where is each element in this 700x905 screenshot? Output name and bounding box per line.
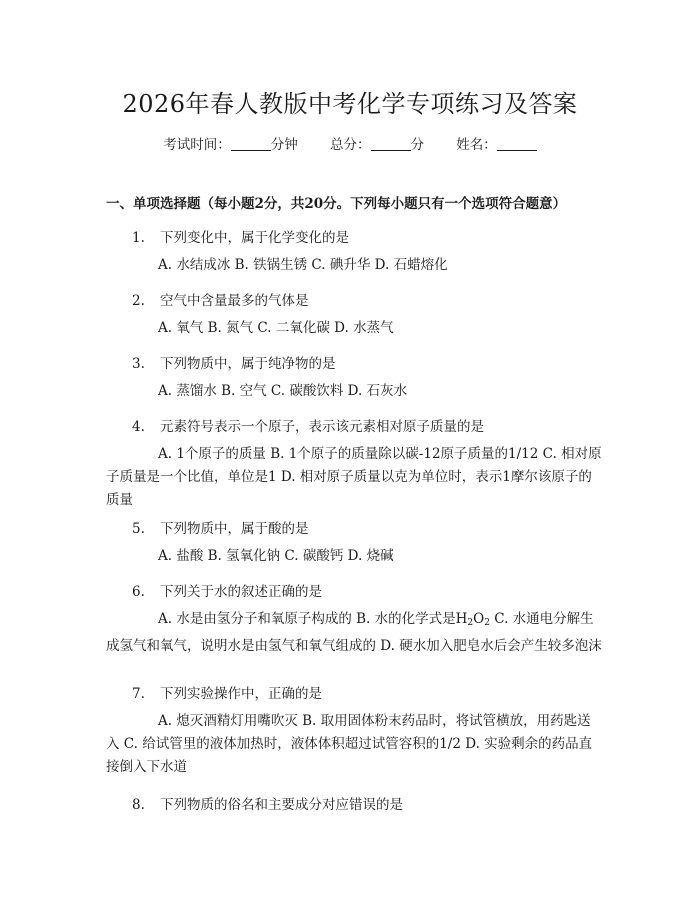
exam-info	[0, 133, 700, 153]
question-5-options: A. 盐酸 B. 氢氧化钠 C. 碳酸钙 D. 烧碱	[158, 548, 394, 564]
page-title: 2026年春人教版中考化学专项练习及答案	[122, 90, 578, 118]
question-6-options: A. 水是由氢分子和氧原子构成的 B. 水的化学式是$H_2O_2$ C. 水通电分解生成氢气和氧气，说明水是由氢气和氧气组成的 D. 硬水加入肥皂水后会产生较多泡沫	[106, 611, 602, 654]
name-blank[interactable]	[497, 136, 537, 151]
question-1-options: A. 水结成冰 B. 铁锅生锈 C. 碘升华 D. 石蜡熔化	[158, 257, 448, 273]
question-5-stem: 5. 下列物质中，属于酸的是	[132, 521, 309, 537]
name-field: 姓名：	[456, 137, 537, 153]
question-3-stem: 3. 下列物质中，属于纯净物的是	[132, 356, 336, 372]
question-4-stem: 4. 元素符号表示一个原子，表示该元素相对原子质量的是	[132, 419, 484, 435]
question-7-options: A. 熄灭酒精灯用嘴吹灭 B. 取用固体粉末药品时，将试管横放，用药匙送入 C. 给试管里的液体加热时，液体体积超过试管容积的1/2 D. 实验剩余的药品直接倒入下水道	[106, 713, 593, 775]
question-8-stem: 8. 下列物质的俗名和主要成分对应错误的是	[132, 797, 403, 813]
score-blank[interactable]	[371, 136, 411, 151]
question-2-options: A. 氧气 B. 氮气 C. 二氧化碳 D. 水蒸气	[158, 320, 394, 336]
question-6-stem: 6. 下列关于水的叙述正确的是	[132, 584, 322, 600]
question-7-stem: 7. 下列实验操作中，正确的是	[132, 686, 322, 702]
question-2-stem: 2. 空气中含量最多的气体是	[132, 293, 309, 309]
total-score-field: 总分： 分	[330, 137, 424, 153]
exam-time-field: 考试时间： 分钟	[163, 137, 298, 153]
section-heading: 一、单项选择题（每小题2分，共20分。下列每小题只有一个选项符合题意）	[106, 196, 567, 212]
question-1-stem: 1. 下列变化中，属于化学变化的是	[132, 230, 349, 246]
time-blank[interactable]	[231, 136, 271, 151]
question-3-options: A. 蒸馏水 B. 空气 C. 碳酸饮料 D. 石灰水	[158, 383, 408, 399]
question-4-options: A. 1个原子的质量 B. 1个原子的质量除以碳-12原子质量的1/12 C. 相对原子质量是一个比值，单位是1 D. 相对原子质量以克为单位时，表示1摩尔该原子的质量	[106, 446, 602, 508]
